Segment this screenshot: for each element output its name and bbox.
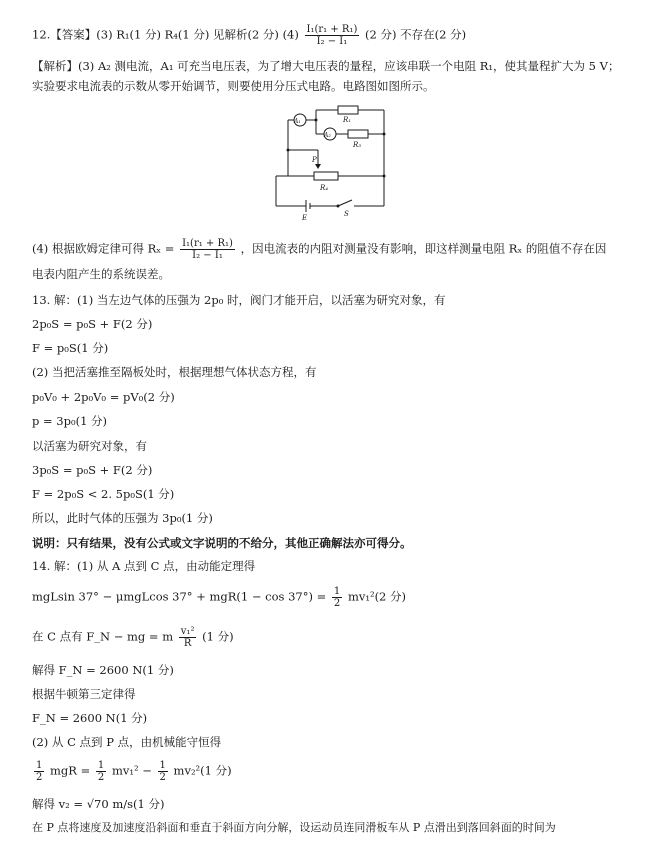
label-r4: R₄ — [320, 184, 329, 192]
q14-l2-frac-den: 2 — [333, 598, 341, 609]
q13-line-4: (2) 当把活塞推至隔板处时，根据理想气体状态方程，有 — [32, 365, 317, 379]
label-e: E — [302, 214, 308, 222]
q14-l2-frac-num: 1 — [333, 586, 341, 597]
label-a2: A₂ — [324, 132, 331, 139]
q14-l8-fraction-2 — [96, 760, 106, 783]
slider-arrow — [315, 164, 321, 169]
q13-note: 说明：只有结果，没有公式或文字说明的不给分，其他正确解法亦可得分。 — [32, 536, 412, 550]
q14-l8-frac2-num: 1 — [97, 760, 105, 771]
q12-part4-frac-den: I₂ − I₁ — [192, 250, 223, 261]
q14-l2-head: mgLsin 37° − μmgLcos 37° + mgR(1 − cos 37°) = — [32, 589, 327, 604]
q14-l3-frac-den: R — [183, 638, 192, 649]
q14-line-3 — [32, 626, 638, 649]
q14-line-8 — [32, 760, 638, 783]
q14-l8-tail: mv₂²(1 分) — [173, 763, 232, 778]
label-a1: A₁ — [294, 118, 301, 125]
q14-l8-frac2-den: 2 — [97, 772, 105, 783]
q12-answer-line — [32, 24, 638, 47]
q14-l8-mid1: mgR = — [50, 763, 91, 778]
resistor-r3 — [348, 130, 368, 138]
q13-line-7: 以活塞为研究对象，有 — [32, 439, 147, 453]
q12-answer-fraction — [305, 24, 360, 47]
switch-pivot — [337, 205, 340, 208]
q12-part4-frac-num: I₁(r₁ + R₁) — [182, 238, 233, 249]
junction-dot — [315, 119, 318, 122]
q12-answer-frac-den: I₂ − I₁ — [316, 36, 348, 47]
q14-line-1: 14. 解：(1) 从 A 点到 C 点，由动能定理得 — [32, 559, 256, 573]
q14-l8-mid2: mv₁² − — [111, 763, 152, 778]
q12-analysis-1: 【解析】(3) A₂ 测电流，A₁ 可充当电压表，为了增大电压表的量程，应该串联一个电阻 R₁，使其量程扩大为 5 V； — [32, 59, 620, 73]
q12-part4-line — [32, 238, 638, 261]
q14-line-4: 解得 F_N = 2600 N(1 分) — [32, 663, 174, 677]
q13-line-10: 所以，此时气体的压强为 3p₀(1 分) — [32, 511, 213, 525]
label-r3: R₃ — [353, 141, 362, 149]
q14-l8-frac1-den: 2 — [36, 772, 43, 783]
q12-answer-head: 12.【答案】(3) R₁(1 分) R₄(1 分) 见解析(2 分) (4) — [32, 27, 299, 42]
circuit-diagram — [268, 102, 392, 224]
switch-blade — [338, 200, 352, 206]
q13-line-9: F = 2p₀S < 2. 5p₀S(1 分) — [32, 487, 175, 501]
q12-part4-fraction — [180, 238, 235, 261]
q14-line-9: 解得 v₂ = √70 m/s(1 分) — [32, 797, 165, 811]
q12-analysis-2: 实验要求电流表的示数从零开始调节，则要使用分压式电路。电路图如图所示。 — [32, 79, 435, 93]
q14-line-2 — [32, 586, 638, 609]
junction-dot — [287, 149, 290, 152]
q14-l8-frac3-num: 1 — [159, 760, 166, 771]
q13-line-3: F = p₀S(1 分) — [32, 341, 109, 355]
q13-line-2: 2p₀S = p₀S + F(2 分) — [32, 317, 153, 331]
q13-line-5: p₀V₀ + 2p₀V₀ = pV₀(2 分) — [32, 390, 175, 404]
q14-l3-frac-num: v₁² — [180, 626, 195, 637]
label-s: S — [344, 210, 349, 218]
q12-answer-tail: (2 分) 不存在(2 分) — [365, 27, 467, 42]
q14-l8-frac1-num: 1 — [36, 760, 43, 771]
q14-line-5: 根据牛顿第三定律得 — [32, 687, 136, 701]
q14-l8-fraction-1 — [34, 760, 44, 783]
q14-l3-tail: (1 分) — [202, 629, 234, 644]
q12-part4-tail: ，因电流表的内阻对测量没有影响，即这样测量电阻 Rₓ 的阻值不存在因 — [240, 241, 607, 256]
label-r1: R₁ — [343, 116, 352, 124]
q12-answer-frac-num: I₁(r₁ + R₁) — [306, 24, 358, 35]
resistor-r1 — [338, 106, 358, 114]
q14-l2-tail: mv₁²(2 分) — [347, 589, 407, 604]
q13-line-8: 3p₀S = p₀S + F(2 分) — [32, 463, 153, 477]
q13-line-6: p = 3p₀(1 分) — [32, 414, 108, 428]
q14-l8-fraction-3 — [158, 760, 168, 783]
q12-part4-line2: 电表内阻产生的系统误差。 — [32, 267, 170, 281]
q14-l3-fraction — [179, 626, 197, 649]
q12-part4-head: (4) 根据欧姆定律可得 Rₓ = — [32, 241, 175, 256]
q13-line-1: 13. 解：(1) 当左边气体的压强为 2p₀ 时，阀门才能开启，以活塞为研究对象，有 — [32, 293, 446, 307]
junction-dot — [383, 133, 386, 136]
q14-line-7: (2) 从 C 点到 P 点，由机械能守恒得 — [32, 735, 222, 749]
q14-l2-fraction — [332, 586, 342, 609]
q14-l3-head: 在 C 点有 F_N − mg = m — [32, 629, 174, 644]
q14-line-10: 在 P 点将速度及加速度沿斜面和垂直于斜面方向分解，设运动员连同滑板车从 P 点滑出到落回斜面的时间为 — [32, 821, 556, 834]
junction-dot — [383, 175, 386, 178]
q14-l8-frac3-den: 2 — [159, 772, 166, 783]
q14-line-6: F_N = 2600 N(1 分) — [32, 711, 148, 725]
resistor-r4 — [314, 172, 338, 180]
label-p: P — [312, 156, 317, 164]
